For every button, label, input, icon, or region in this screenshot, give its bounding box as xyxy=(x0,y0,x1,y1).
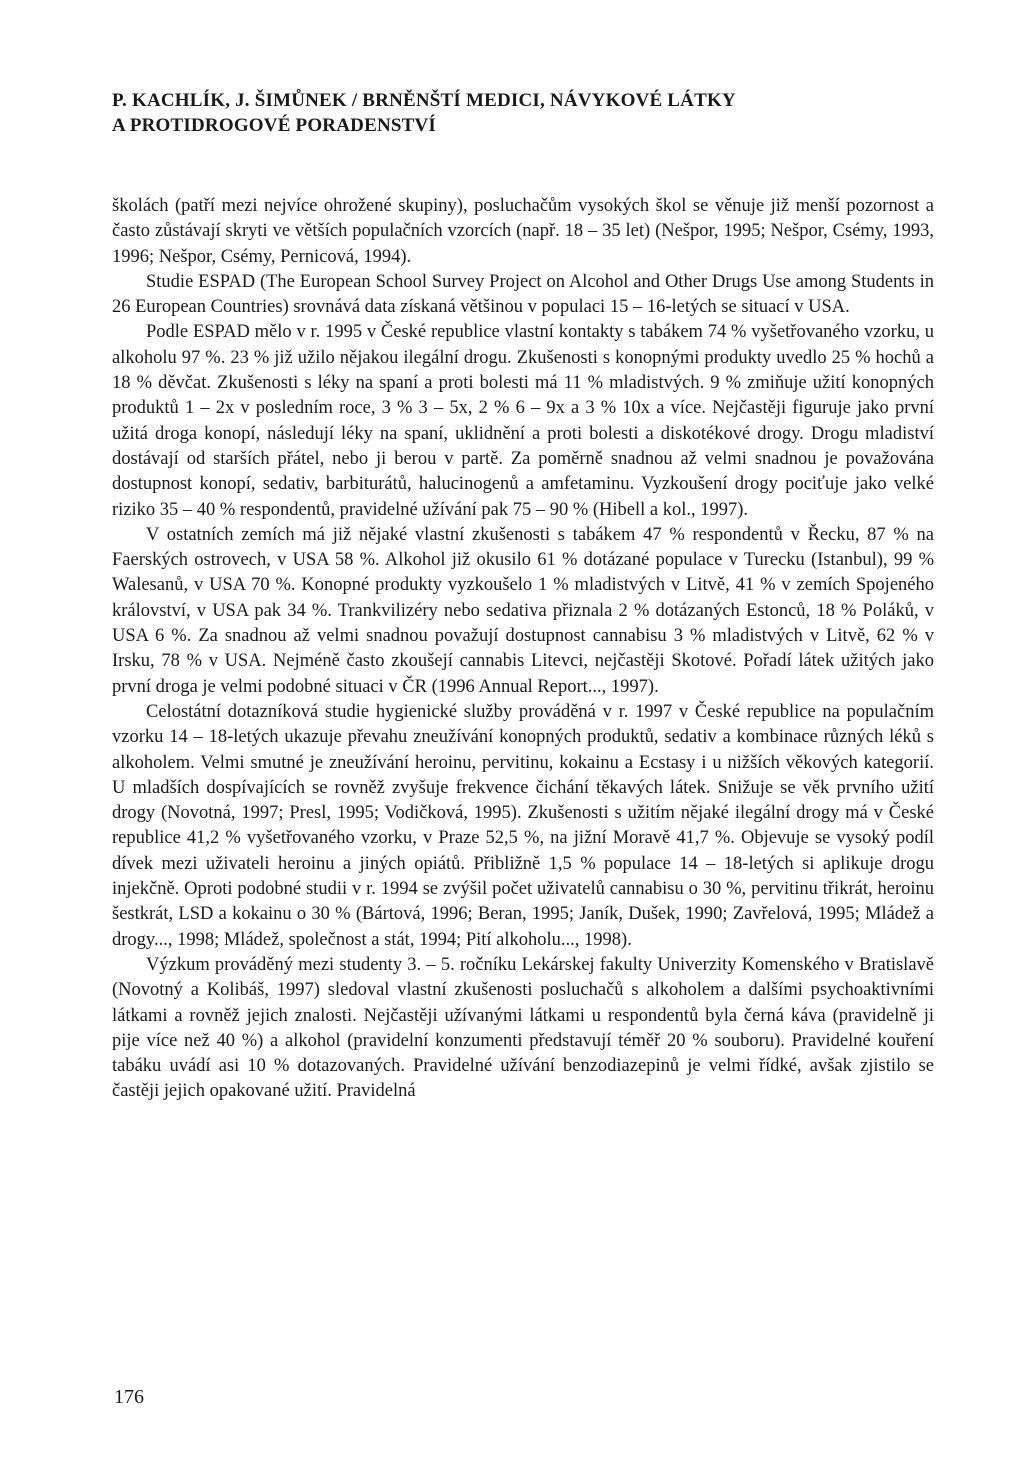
paragraph-other-countries: V ostatních zemích má již nějaké vlastní zkušenosti s tabákem 47 % respondentů v Řecku, 87 % na Faerských ostrovech, v USA 58 %. Alkohol již okusilo 61 % dotázané populace v Turecku (Istanbul), 99 % Walesanů, v USA 70 %. Konopné produkty vyzkoušelo 1 % mladistvých v Litvě, 41 % v zemích Spojeného království, v USA pak 34 %. Trankvilizéry nebo sedativa přiznala 2 % dotázaných Estonců, 18 % Poláků, v USA 6 %. Za snadnou až velmi snadnou považují dostupnost cannabisu 3 % mladistvých v Litvě, 62 % v Irsku, 78 % v USA. Nejméně často zkoušejí cannabis Litevci, nejčastěji Skotové. Pořadí látek užitých jako první droga je velmi podobné situaci v ČR (1996 Annual Report..., 1997). xyxy=(112,524,934,697)
page-content xyxy=(112,88,934,1105)
running-head-line-2: A PROTIDROGOVÉ PORADENSTVÍ xyxy=(112,115,437,136)
running-head xyxy=(112,88,934,138)
paragraph-espad-intro: Studie ESPAD (The European School Survey Project on Alcohol and Other Drugs Use among Students in 26 European Countries) srovnává data získaná většinou v populaci 15 – 16-letých se situací v USA. xyxy=(112,271,934,318)
paragraph-espad-czech: Podle ESPAD mělo v r. 1995 v České republice vlastní kontakty s tabákem 74 % vyšetřovaného vzorku, u alkoholu 97 %. 23 % již užilo nějakou ilegální drogu. Zkušenosti s konopnými produkty uvedlo 25 % hochů a 18 % děvčat. Zkušenosti s léky na spaní a proti bolesti má 11 % mladistvých. 9 % zmiňuje užití konopných produktů 1 – 2x v posledním roce, 3 % 3 – 5x, 2 % 6 – 9x a 3 % 10x a více. Nejčastěji figuruje jako první užitá droga konopí, následují léky na spaní, uklidnění a proti bolesti a diskotékové drogy. Drogu mladiství dostávají od starších přátel, nebo ji berou v partě. Za poměrně snadnou až velmi snadnou je považována dostupnost konopí, sedativ, barbiturátů, halucinogenů a amfetaminu. Vyzkoušení drogy pociťuje jako velké riziko 35 – 40 % respondentů, pravidelné užívání pak 75 – 90 % (Hibell a kol., 1997). xyxy=(112,322,934,520)
page-number: 176 xyxy=(114,1386,144,1408)
paragraph-bratislava-study: Výzkum prováděný mezi studenty 3. – 5. ročníku Lekárskej fakulty Univerzity Komenského v Bratislavě (Novotný a Kolibáš, 1997) sledoval vlastní zkušenosti posluchačů s alkoholem a dalšími psychoaktivními látkami a rovněž jejich znalosti. Nejčastěji užívanými látkami u respondentů byla černá káva (pravidelně ji pije více než 40 %) a alkohol (pravidelní konzumenti představují téměř 20 % souboru). Pravidelné kouření tabáku uvádí asi 10 % dotazovaných. Pravidelné užívání benzodiazepinů je velmi řídké, avšak zjistilo se častěji jejich opakované užití. Pravidelná xyxy=(112,954,934,1102)
body-text xyxy=(112,194,934,1105)
paragraph-national-study: Celostátní dotazníková studie hygienické služby prováděná v r. 1997 v České republice na populačním vzorku 14 – 18-letých ukazuje převahu zneužívání konopných produktů, sedativ a kombinace různých léků s alkoholem. Velmi smutné je zneužívání heroinu, pervitinu, kokainu a Ecstasy i u nižších věkových kategorií. U mladších dospívajících se rovněž zvyšuje frekvence čichání těkavých látek. Snižuje se věk prvního užití drogy (Novotná, 1997; Presl, 1995; Vodičková, 1995). Zkušenosti s užitím nějaké ilegální drogy má v České republice 41,2 % vyšetřovaného vzorku, v Praze 52,5 %, na jižní Moravě 41,7 %. Objevuje se vysoký podíl dívek mezi uživateli heroinu a jiných opiátů. Přibližně 1,5 % populace 14 – 18-letých si aplikuje drogu injekčně. Oproti podobné studii v r. 1994 se zvýšil počet uživatelů cannabisu o 30 %, pervitinu třikrát, heroinu šestkrát, LSD a kokainu o 30 % (Bártová, 1996; Beran, 1995; Janík, Dušek, 1990; Zavřelová, 1995; Mládež a drogy..., 1998; Mládež, společnost a stát, 1994; Pití alkoholu..., 1998). xyxy=(112,701,934,950)
running-head-line-1: P. KACHLÍK, J. ŠIMŮNEK / BRNĚNŠTÍ MEDICI, NÁVYKOVÉ LÁTKY xyxy=(112,90,736,111)
paragraph-continuation: školách (patří mezi nejvíce ohrožené skupiny), posluchačům vysokých škol se věnuje již menší pozornost a často zůstávají skryti ve větších populačních vzorcích (např. 18 – 35 let) (Nešpor, 1995; Nešpor, Csémy, 1993, 1996; Nešpor, Csémy, Pernicová, 1994). xyxy=(112,196,934,267)
